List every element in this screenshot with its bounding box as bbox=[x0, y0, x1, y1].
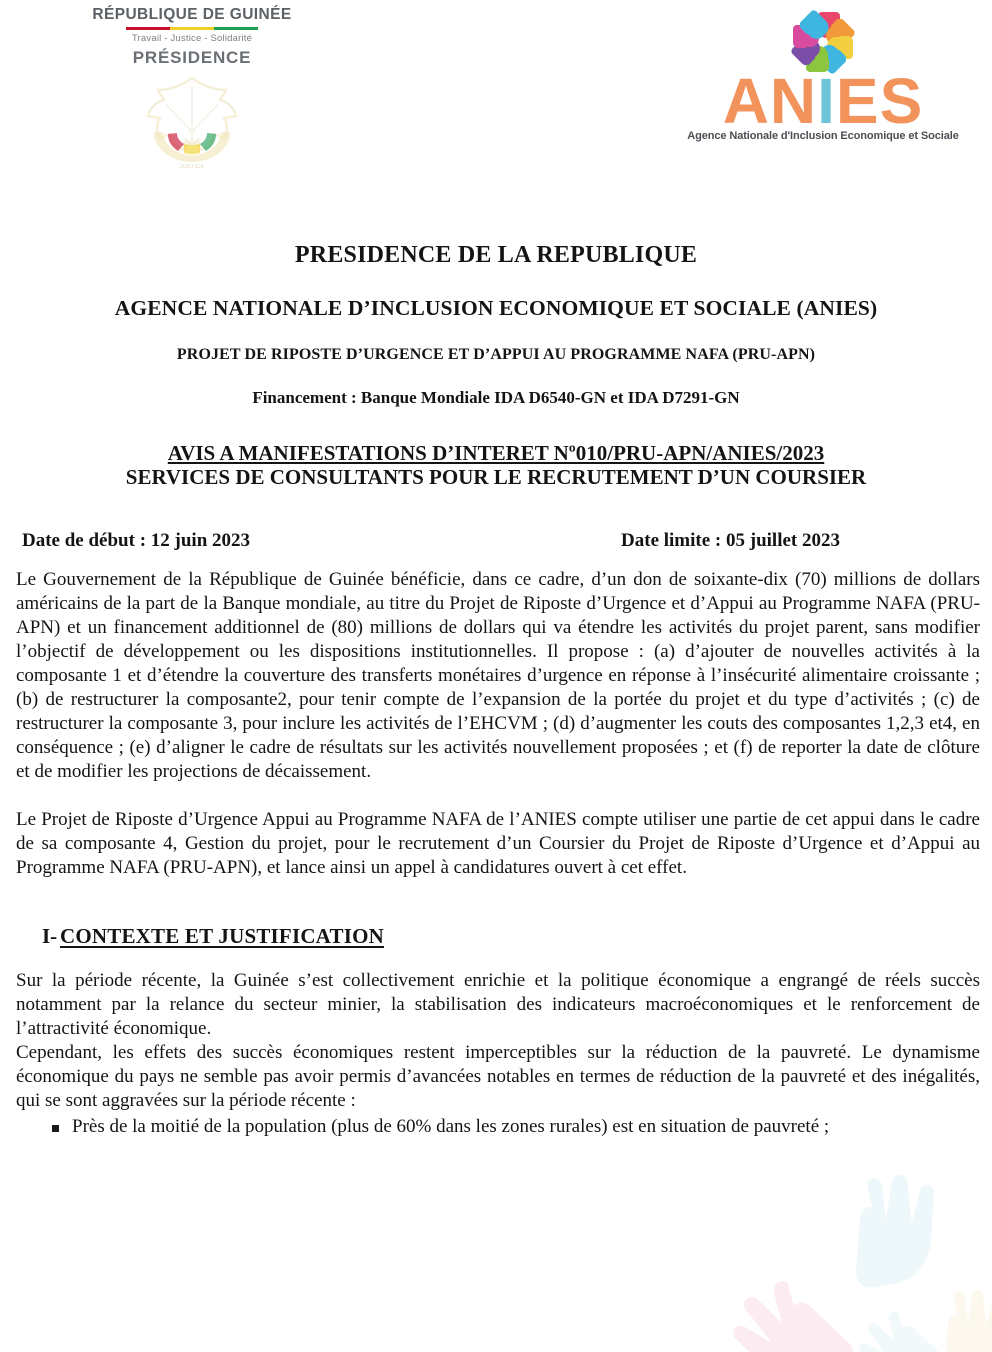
section-1-paragraph-1: Sur la période récente, la Guinée s’est collectivement enrichie et la politique économique a engrangé de réels succès notamment par la relance du secteur minier, la stabilisation des indicateurs macroéconomiques et le renforcement de l’attractivité économique. bbox=[16, 970, 980, 1040]
dates-row bbox=[22, 530, 980, 552]
svg-text:JUSTICE: JUSTICE bbox=[179, 164, 205, 170]
notice-reference: AVIS A MANIFESTATIONS D’INTERET Nº010/PRU-APN/ANIES/2023 bbox=[167, 441, 825, 465]
guinea-coat-of-arms-icon bbox=[132, 70, 252, 174]
title-funding: Financement : Banque Mondiale IDA D6540-GN et IDA D7291-GN bbox=[252, 388, 740, 407]
tricolor-red bbox=[126, 27, 170, 30]
letterhead bbox=[0, 0, 992, 200]
republic-institution: PRÉSIDENCE bbox=[132, 48, 252, 67]
anies-wordmark-text: ANIES bbox=[722, 65, 924, 137]
document-body bbox=[0, 568, 992, 1140]
notice-subject: SERVICES DE CONSULTANTS POUR LE RECRUTEMENT D’UN COURSIER bbox=[125, 464, 867, 489]
hands-watermark-icon bbox=[702, 1162, 992, 1352]
republic-country-name: RÉPUBLIQUE DE GUINÉE bbox=[92, 6, 292, 23]
republic-motto: Travail - Justice - Solidarité bbox=[131, 33, 253, 44]
title-presidency: PRESIDENCE DE LA REPUBLIQUE bbox=[294, 242, 698, 268]
intro-paragraph-1: Le Gouvernement de la République de Guinée bénéficie, dans ce cadre, d’un don de soixante-dix (70) millions de dollars américains de la part de la Banque mondiale, au titre du Projet de Riposte d’Urgence et d’Appui au Programme NAFA (PRU-APN) et un financement additionnel de (80) millions de dollars qui va étendre les activités du projet parent, sans modifier l’objectif de développement ou les dispositions institutionnelles. Il propose : (a) d’ajouter de nouvelles activités à la composante 1 et d’étendre la couverture des transferts monétaires d’urgence en réponse à l’insécurité alimentaire croissante ; (b) de restructurer la composante2, pour tenir compte de l’expansion de la portée du projet et du type d’activités ; (c) de restructurer la composante 3, pour inclure les activités de l’EHCVM ; (d) d’augmenter les couts des composantes 1,2,3 et4, en conséquence ; (e) d’aligner le cadre de résultats sur les activités nouvellement proposées ; et (f) de reporter la date de clôture et de modifier les projections de décaissement. bbox=[16, 568, 980, 783]
deadline-date: Date limite : 05 juillet 2023 bbox=[621, 529, 840, 551]
anies-logo-block bbox=[666, 6, 986, 142]
title-agency: AGENCE NATIONALE D’INCLUSION ECONOMIQUE ET SOCIALE (ANIES) bbox=[114, 296, 878, 320]
tricolor-yellow bbox=[170, 27, 214, 30]
tricolor-green bbox=[214, 27, 258, 30]
section-heading-1 bbox=[16, 924, 980, 949]
section-title: CONTEXTE ET JUSTIFICATION bbox=[60, 924, 384, 949]
list-item: Près de la moitié de la population (plus de 60% dans les zones rurales) est en situation de pauvreté ; bbox=[16, 1115, 980, 1139]
section-number: I- bbox=[42, 924, 58, 949]
intro-paragraph-2: Le Projet de Riposte d’Urgence Appui au Programme NAFA de l’ANIES compte utiliser une partie de cet appui dans le cadre de sa composante 4, Gestion du projet, pour le recrutement d’un Coursier du Projet de Riposte d’Urgence et d’Appui au Programme NAFA (PRU-APN), et lance ainsi un appel à candidatures ouvert à cet effet. bbox=[16, 809, 980, 879]
section-1-bullet-list bbox=[16, 1115, 980, 1139]
section-1-paragraph-2: Cependant, les effets des succès économiques restent imperceptibles sur la réduction de la pauvreté. Le dynamisme économique du pays ne semble pas avoir permis d’avancées notables en termes de réduction de la pauvreté et des inégalités, qui se sont aggravées sur la période récente : bbox=[16, 1042, 980, 1112]
notice-title bbox=[0, 442, 992, 490]
document-title-block bbox=[0, 242, 992, 490]
guinea-tricolor-bar bbox=[126, 27, 258, 30]
anies-tagline: Agence Nationale d'Inclusion Economique et Sociale bbox=[687, 130, 959, 143]
title-project: PROJET DE RIPOSTE D’URGENCE ET D’APPUI AU PROGRAMME NAFA (PRU-APN) bbox=[176, 346, 816, 363]
start-date: Date de début : 12 juin 2023 bbox=[22, 529, 251, 551]
republic-crest-block bbox=[6, 6, 306, 179]
